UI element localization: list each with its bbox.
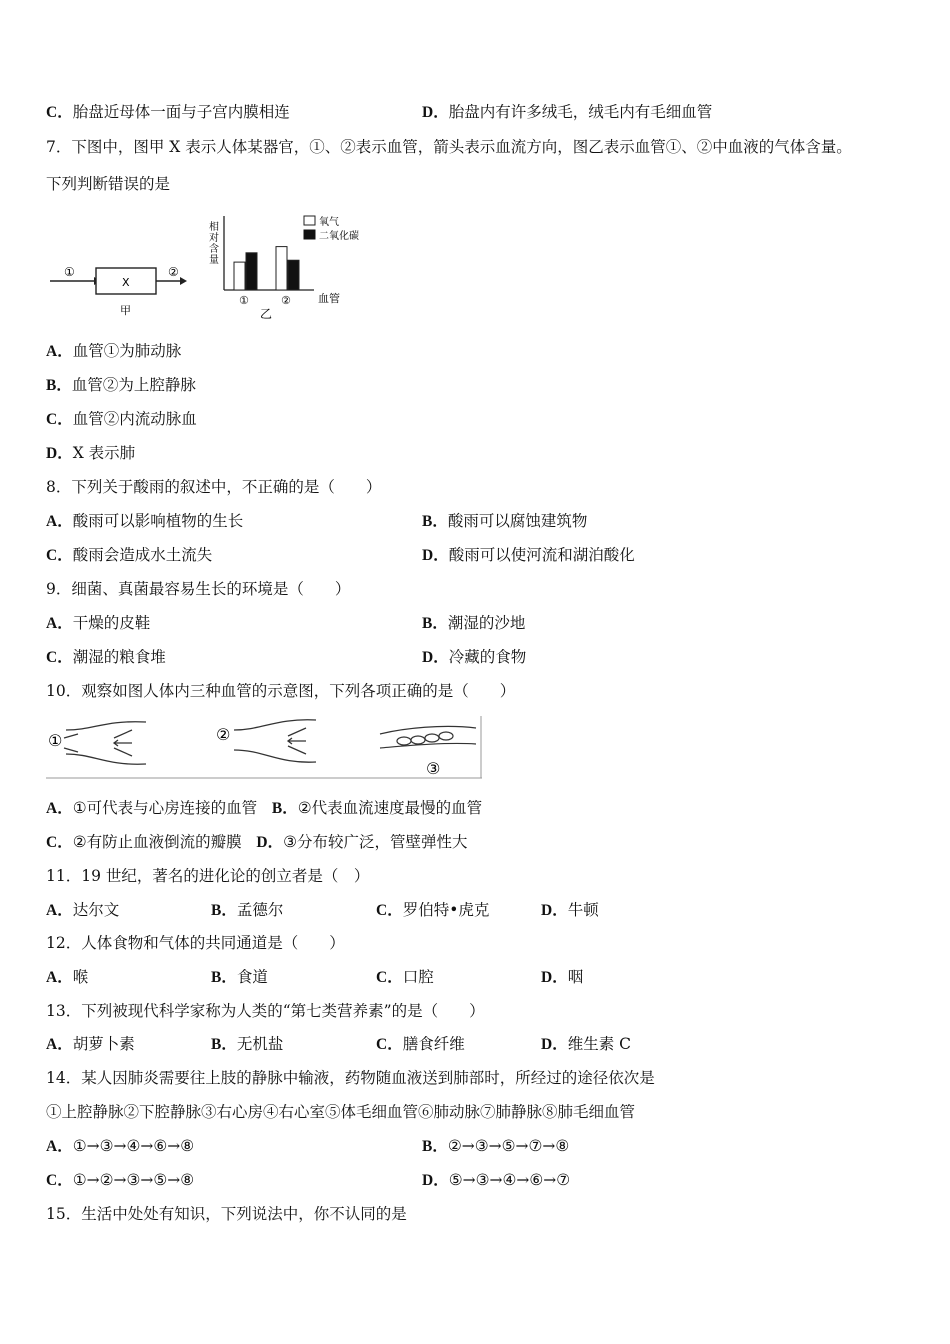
q8-stem: 8．下列关于酸雨的叙述中，不正确的是（ ） [46, 478, 382, 496]
q9-option-d: 冷藏的食物 [448, 648, 527, 666]
q7-option-d [46, 443, 135, 464]
q14-items: ①上腔静脉②下腔静脉③右心房④右心室⑤体毛细血管⑥肺动脉⑦肺静脉⑧肺毛细血管 [46, 1103, 636, 1121]
q10-option-b-key: B． [271, 800, 298, 817]
q12-options [46, 967, 584, 988]
q12-option-a-key: A． [46, 969, 73, 986]
q11-option-c: 罗伯特•虎克 [402, 901, 490, 919]
q9-option-d-key: D． [422, 649, 449, 666]
q10-option-a: ①可代表与心房连接的血管 [72, 799, 258, 817]
q8-option-c-key: C． [46, 547, 73, 564]
q9-options-ab [46, 613, 526, 634]
legend-co2-swatch [304, 230, 315, 239]
q13-option-a: 胡萝卜素 [72, 1035, 135, 1053]
q9-option-a: 干燥的皮鞋 [72, 614, 151, 632]
q8-options-ab [46, 511, 588, 532]
q10-option-a-key: A． [46, 800, 73, 817]
yi-ylabel-2: 对 [209, 233, 219, 244]
jia-organ-label: X [122, 276, 130, 289]
q8-option-a-key: A． [46, 513, 73, 530]
legend-co2-label: 二氧化碳 [319, 231, 359, 242]
q13-option-d: 维生素 C [567, 1035, 631, 1053]
q6-option-c-key: C． [46, 104, 73, 121]
q7-option-b-text: 血管②为上腔静脉 [71, 376, 196, 394]
bar-oxygen-vessel-2 [276, 247, 287, 290]
q13-option-c: 膳食纤维 [402, 1035, 465, 1053]
q7-option-d-key: D． [46, 445, 73, 462]
q15-stem: 15．生活中处处有知识，下列说法中，你不认同的是 [46, 1205, 407, 1223]
q6-option-d-key: D． [422, 104, 449, 121]
jia-inflow-label: ① [64, 265, 75, 279]
q14-options-ab [46, 1136, 570, 1157]
q7-option-c-key: C． [46, 411, 73, 428]
q9-options-cd [46, 647, 527, 668]
q14-option-b: ②→③→⑤→⑦→⑧ [447, 1137, 570, 1155]
q14-option-c: ①→②→③→⑤→⑧ [72, 1171, 195, 1189]
q11-option-b-key: B． [211, 902, 237, 919]
q9-option-c: 潮湿的粮食堆 [72, 648, 166, 666]
q11-option-b: 孟德尔 [236, 901, 284, 919]
vessel-1-artery [64, 722, 146, 764]
q7-option-c-text: 血管②内流动脉血 [72, 410, 197, 428]
q10-option-c: ②有防止血液倒流的瓣膜 [72, 833, 242, 851]
q10-option-d: ③分布较广泛，管壁弹性大 [283, 833, 468, 851]
q9-option-a-key: A． [46, 615, 73, 632]
q7-figure [46, 210, 386, 322]
q7-stem-line2: 下列判断错误的是 [46, 175, 171, 193]
q13-option-d-key: D． [541, 1036, 568, 1053]
q7-option-c [46, 409, 197, 430]
yi-tick-1: ① [239, 294, 249, 307]
q10-options-cd [46, 832, 468, 853]
q12-stem: 12．人体食物和气体的共同通道是（ ） [46, 934, 345, 952]
q13-option-b: 无机盐 [236, 1035, 284, 1053]
q7-option-b-key: B． [46, 377, 72, 394]
q7-stem-line1: 7．下图中，图甲 X 表示人体某器官，①、②表示血管，箭头表示血流方向，图乙表示血管①、②中血液的气体含量。 [46, 138, 852, 156]
q12-option-a: 喉 [72, 968, 89, 986]
q10-stem: 10．观察如图人体内三种血管的示意图，下列各项正确的是（ ） [46, 682, 516, 700]
q8-option-c: 酸雨会造成水土流失 [72, 546, 213, 564]
q13-option-a-key: A． [46, 1036, 73, 1053]
q7-option-a-key: A． [46, 343, 73, 360]
yi-ylabel-1: 相 [209, 222, 219, 233]
q9-option-b-key: B． [422, 615, 448, 632]
q14-options-cd [46, 1170, 571, 1191]
q11-stem: 11．19 世纪，著名的进化论的创立者是（ ） [46, 867, 370, 885]
q11-option-a-key: A． [46, 902, 73, 919]
jia-outflow-label: ② [168, 265, 179, 279]
bar-co2-vessel-2 [288, 260, 299, 290]
q9-option-c-key: C． [46, 649, 73, 666]
q8-option-b-key: B． [422, 513, 448, 530]
q10-vessels-figure [44, 712, 484, 780]
yi-xlabel: 血管 [318, 292, 340, 305]
q8-option-a: 酸雨可以影响植物的生长 [72, 512, 244, 530]
q8-options-cd [46, 545, 635, 566]
q6-options-cd [46, 102, 713, 123]
legend-oxygen-label: 氧气 [319, 217, 339, 228]
q6-option-c: 胎盘近母体一面与子宫内膜相连 [72, 103, 290, 121]
q7-option-a-text: 血管①为肺动脉 [72, 342, 182, 360]
q14-option-a-key: A． [46, 1138, 73, 1155]
q7-option-a [46, 341, 181, 362]
q11-option-d: 牛顿 [567, 901, 599, 919]
q14-option-b-key: B． [422, 1138, 448, 1155]
q12-option-b: 食道 [236, 968, 268, 986]
q13-stem: 13．下列被现代科学家称为人类的“第七类营养素”的是（ ） [46, 1002, 485, 1020]
q14-option-d: ⑤→③→④→⑥→⑦ [448, 1171, 571, 1189]
q14-option-a: ①→③→④→⑥→⑧ [72, 1137, 195, 1155]
q8-option-d-key: D． [422, 547, 449, 564]
q13-option-c-key: C． [376, 1036, 403, 1053]
q12-option-d-key: D． [541, 969, 568, 986]
yi-tick-2: ② [281, 294, 291, 307]
legend-oxygen-swatch [304, 216, 315, 225]
jia-figure-label: 甲 [120, 304, 131, 317]
q14-option-c-key: C． [46, 1172, 73, 1189]
q8-option-b: 酸雨可以腐蚀建筑物 [447, 512, 588, 530]
q10-option-c-key: C． [46, 834, 73, 851]
vessel-1-label: ① [48, 731, 63, 750]
q10-option-d-key: D． [256, 834, 284, 851]
vessel-3-label: ③ [426, 759, 441, 778]
q11-option-a: 达尔文 [72, 901, 120, 919]
q12-option-c: 口腔 [402, 968, 434, 986]
yi-ylabel-3: 含 [209, 244, 219, 255]
q11-option-c-key: C． [376, 902, 403, 919]
q11-option-d-key: D． [541, 902, 568, 919]
q11-options [46, 900, 599, 921]
bar-oxygen-vessel-1 [234, 262, 245, 290]
q12-option-c-key: C． [376, 969, 403, 986]
q10-option-b: ②代表血流速度最慢的血管 [297, 799, 483, 817]
q13-option-b-key: B． [211, 1036, 237, 1053]
q13-options [46, 1034, 631, 1055]
bar-co2-vessel-1 [246, 253, 257, 290]
q6-option-d: 胎盘内有许多绒毛，绒毛内有毛细血管 [448, 103, 713, 121]
q8-option-d: 酸雨可以使河流和湖泊酸化 [448, 546, 635, 564]
q14-stem: 14．某人因肺炎需要往上肢的静脉中输液，药物随血液送到肺部时，所经过的途径依次是 [46, 1069, 655, 1087]
q9-option-b: 潮湿的沙地 [447, 614, 526, 632]
q10-options-ab [46, 798, 482, 819]
q14-option-d-key: D． [422, 1172, 449, 1189]
q7-option-d-text: X 表示肺 [72, 444, 136, 462]
jia-outflow-arrowhead [180, 277, 187, 285]
q7-option-b [46, 375, 196, 396]
vessel-2-label: ② [216, 725, 231, 744]
yi-figure-label: 乙 [260, 307, 273, 321]
vessel-3-capillary [380, 726, 476, 748]
q12-option-d: 咽 [567, 968, 584, 986]
vessel-2-vein [234, 720, 316, 762]
q9-stem: 9．细菌、真菌最容易生长的环境是（ ） [46, 580, 351, 598]
q12-option-b-key: B． [211, 969, 237, 986]
yi-ylabel-4: 量 [209, 255, 219, 266]
